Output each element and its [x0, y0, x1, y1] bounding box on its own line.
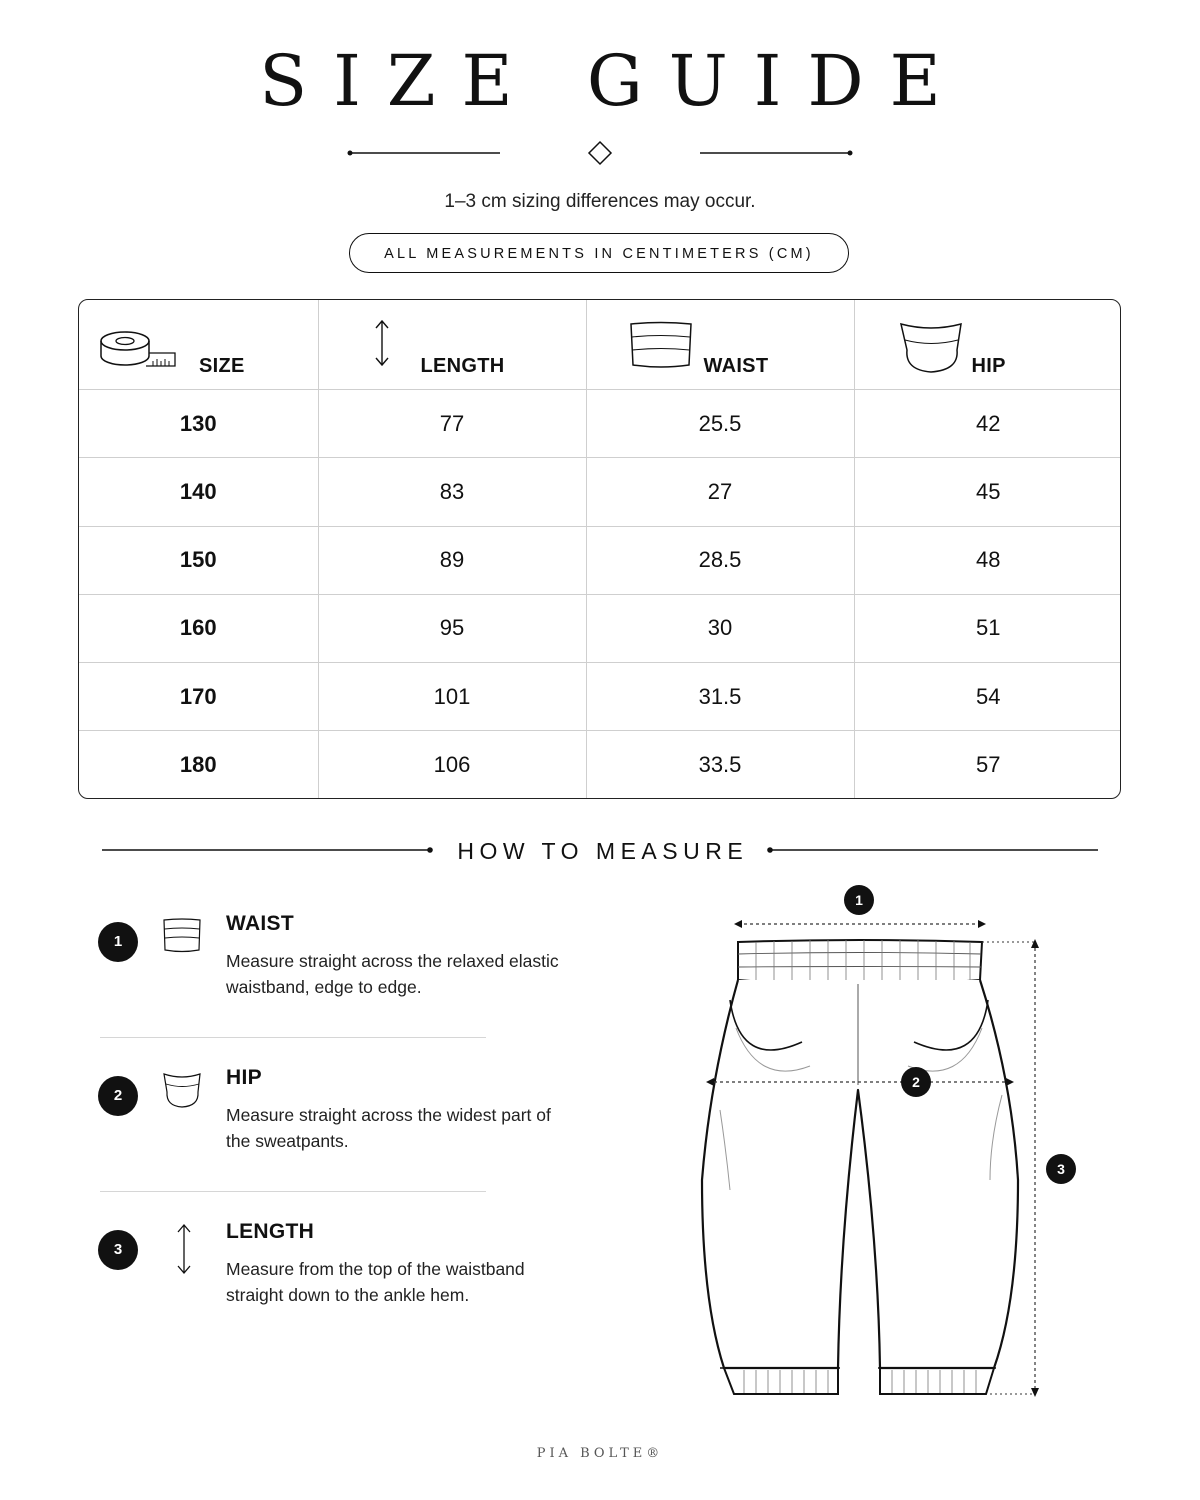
vertical-arrow-icon — [373, 318, 391, 368]
table-row — [79, 663, 1121, 731]
vertical-arrow-icon — [160, 1222, 204, 1276]
length-cell: 101 — [318, 663, 586, 731]
size-cell: 150 — [79, 526, 318, 594]
right-cuff — [878, 1368, 996, 1394]
step-divider — [100, 1191, 486, 1192]
svg-text:1: 1 — [855, 892, 863, 908]
hip-icon — [160, 1070, 204, 1110]
waist-cell: 30 — [586, 594, 854, 662]
column-header-label: LENGTH — [420, 355, 505, 377]
table-row — [79, 731, 1121, 798]
svg-text:2: 2 — [912, 1074, 920, 1090]
waist-cell: 27 — [586, 458, 854, 526]
step-title: HIP — [226, 1066, 262, 1089]
step-description: Measure straight across the relaxed elastic waistband, edge to edge. — [226, 951, 559, 997]
table-row — [79, 526, 1121, 594]
step-title: WAIST — [226, 912, 294, 935]
waist-cell: 25.5 — [586, 390, 854, 458]
waistband — [738, 940, 982, 985]
length-cell: 95 — [318, 594, 586, 662]
column-header-hip — [854, 300, 1121, 390]
hip-cell: 51 — [854, 594, 1121, 662]
step-number-badge: 2 — [98, 1076, 138, 1116]
step-number-badge: 3 — [98, 1230, 138, 1270]
hip-cell: 54 — [854, 663, 1121, 731]
step-description: Measure straight across the widest part of the sweatpants. — [226, 1105, 551, 1151]
hip-icon — [897, 320, 965, 376]
column-header-waist — [586, 300, 854, 390]
waist-measure-line — [734, 920, 986, 928]
left-cuff — [720, 1368, 840, 1394]
step-divider — [100, 1037, 486, 1038]
size-cell: 180 — [79, 731, 318, 798]
table-row — [79, 390, 1121, 458]
page-title: SIZE GUIDE — [259, 40, 967, 122]
column-header-label: WAIST — [703, 355, 769, 377]
column-header-label: SIZE — [199, 355, 245, 377]
sweatpants-diagram — [690, 880, 1090, 1410]
sizing-note: 1–3 cm sizing differences may occur. — [444, 191, 756, 212]
title-ornament — [340, 135, 860, 171]
size-table — [78, 299, 1121, 799]
hip-cell: 48 — [854, 526, 1121, 594]
size-cell: 170 — [79, 663, 318, 731]
waist-cell: 33.5 — [586, 731, 854, 798]
size-cell: 140 — [79, 458, 318, 526]
hip-cell: 57 — [976, 751, 1001, 777]
step-description: Measure from the top of the waistband straight down to the ankle hem. — [226, 1259, 525, 1305]
waistband-icon — [160, 916, 204, 956]
column-header-label: HIP — [971, 355, 1006, 377]
waist-cell: 31.5 — [586, 663, 854, 731]
brand-logo: PIA BOLTE® — [536, 1446, 664, 1461]
hip-cell: 45 — [854, 458, 1121, 526]
size-cell: 130 — [79, 390, 318, 458]
diagram-marker-length — [1046, 1154, 1076, 1184]
diagram-marker-hip — [901, 1067, 931, 1097]
step-title: LENGTH — [226, 1220, 315, 1243]
column-header-size — [79, 300, 318, 390]
measure-step-hip — [98, 1066, 558, 1176]
size-cell: 160 — [79, 594, 318, 662]
step-number-badge: 1 — [98, 922, 138, 962]
length-cell: 106 — [318, 731, 586, 798]
column-header-length — [318, 300, 586, 390]
length-cell: 83 — [318, 458, 586, 526]
measuring-tape-icon — [99, 328, 179, 372]
waistband-icon — [627, 320, 695, 370]
table-header-row — [79, 300, 1121, 390]
waist-cell: 28.5 — [586, 526, 854, 594]
measure-step-waist — [98, 912, 558, 1022]
table-row — [79, 594, 1121, 662]
pants-outline — [702, 980, 1018, 1368]
hip-cell: 42 — [854, 390, 1121, 458]
diagram-marker-waist — [844, 885, 874, 915]
length-cell: 77 — [318, 390, 586, 458]
length-cell: 89 — [318, 526, 586, 594]
svg-text:3: 3 — [1057, 1161, 1065, 1177]
units-badge: ALL MEASUREMENTS IN CENTIMETERS (CM) — [349, 233, 849, 273]
section-title: HOW TO MEASURE — [457, 838, 749, 864]
table-row — [79, 458, 1121, 526]
measure-step-length — [98, 1220, 558, 1330]
